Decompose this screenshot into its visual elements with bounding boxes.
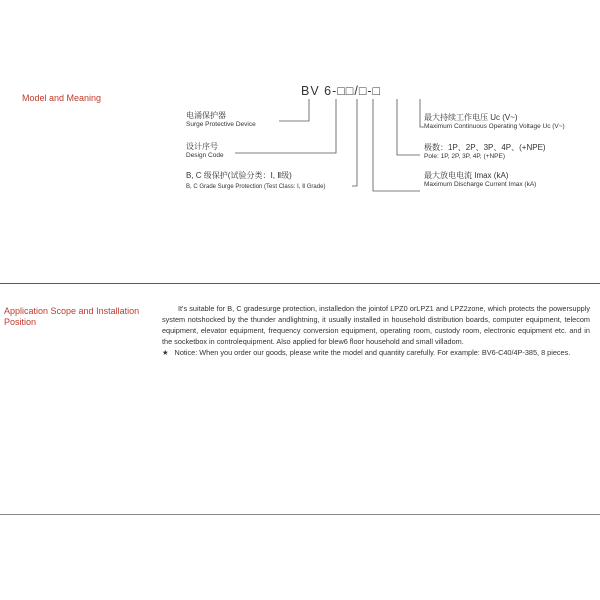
design-code-label-zh: 设计序号 <box>186 142 218 151</box>
connector-pole <box>397 99 420 155</box>
connector-grade <box>352 99 357 186</box>
spd-label-zh: 电涌保护器 <box>186 111 226 120</box>
discharge-label-en: Maximum Discharge Current Imax (kA) <box>424 181 537 188</box>
grade-label-en: B, C Grade Surge Protection (Test Class: Ⅰ, Ⅱ Grade) <box>186 184 326 190</box>
model-code: BV 6-□□/□-□ <box>301 84 382 98</box>
voltage-label-zh: 最大持续工作电压 Uc (V~) <box>424 113 518 122</box>
section-divider <box>0 283 600 284</box>
model-section-title: Model and Meaning <box>22 93 102 103</box>
discharge-label-zh: 最大放电电流 Imax (kA) <box>424 171 509 180</box>
grade-label-zh: B, C 级保护(试验分类：Ⅰ, Ⅱ级) <box>186 171 292 180</box>
notice-text: Notice: When you order our goods, please write the model and quantity carefully. For example: BV6-C40/4P-385, 8 pieces. <box>174 348 571 357</box>
connector-spd <box>279 99 309 121</box>
pole-label-zh: 极数：1P、2P、3P、4P、(+NPE) <box>424 143 546 152</box>
bottom-divider <box>0 514 600 515</box>
star-icon: ★ <box>162 348 169 357</box>
notice-line <box>162 347 590 358</box>
spd-label-en: Surge Protective Device <box>186 121 256 128</box>
application-paragraph: It's suitable for B, C gradesurge protection, installedon the jointof LPZ0 orLPZ1 and LPZ2zone, which protects the powersupply system notshocked by the thunder andlightning, it usually installed in household distribution boards, computer equipment, telecom equipment, elevator equipment, frequency conversion equipment, operating room, custody room, electronic equipment etc. and in the socketbox in controlequipment. Also applied for blew6 floor household and small villadom. <box>162 304 590 346</box>
application-body <box>162 303 590 358</box>
design-code-label-en: Design Code <box>186 152 224 159</box>
voltage-label-en: Maximum Continuous Operating Voltage Uc (V~) <box>424 123 565 130</box>
connector-discharge <box>373 99 420 191</box>
application-section-title: Application Scope and Installation Position <box>4 306 140 327</box>
pole-label-en: Pole: 1P, 2P, 3P, 4P, (+NPE) <box>424 153 506 160</box>
